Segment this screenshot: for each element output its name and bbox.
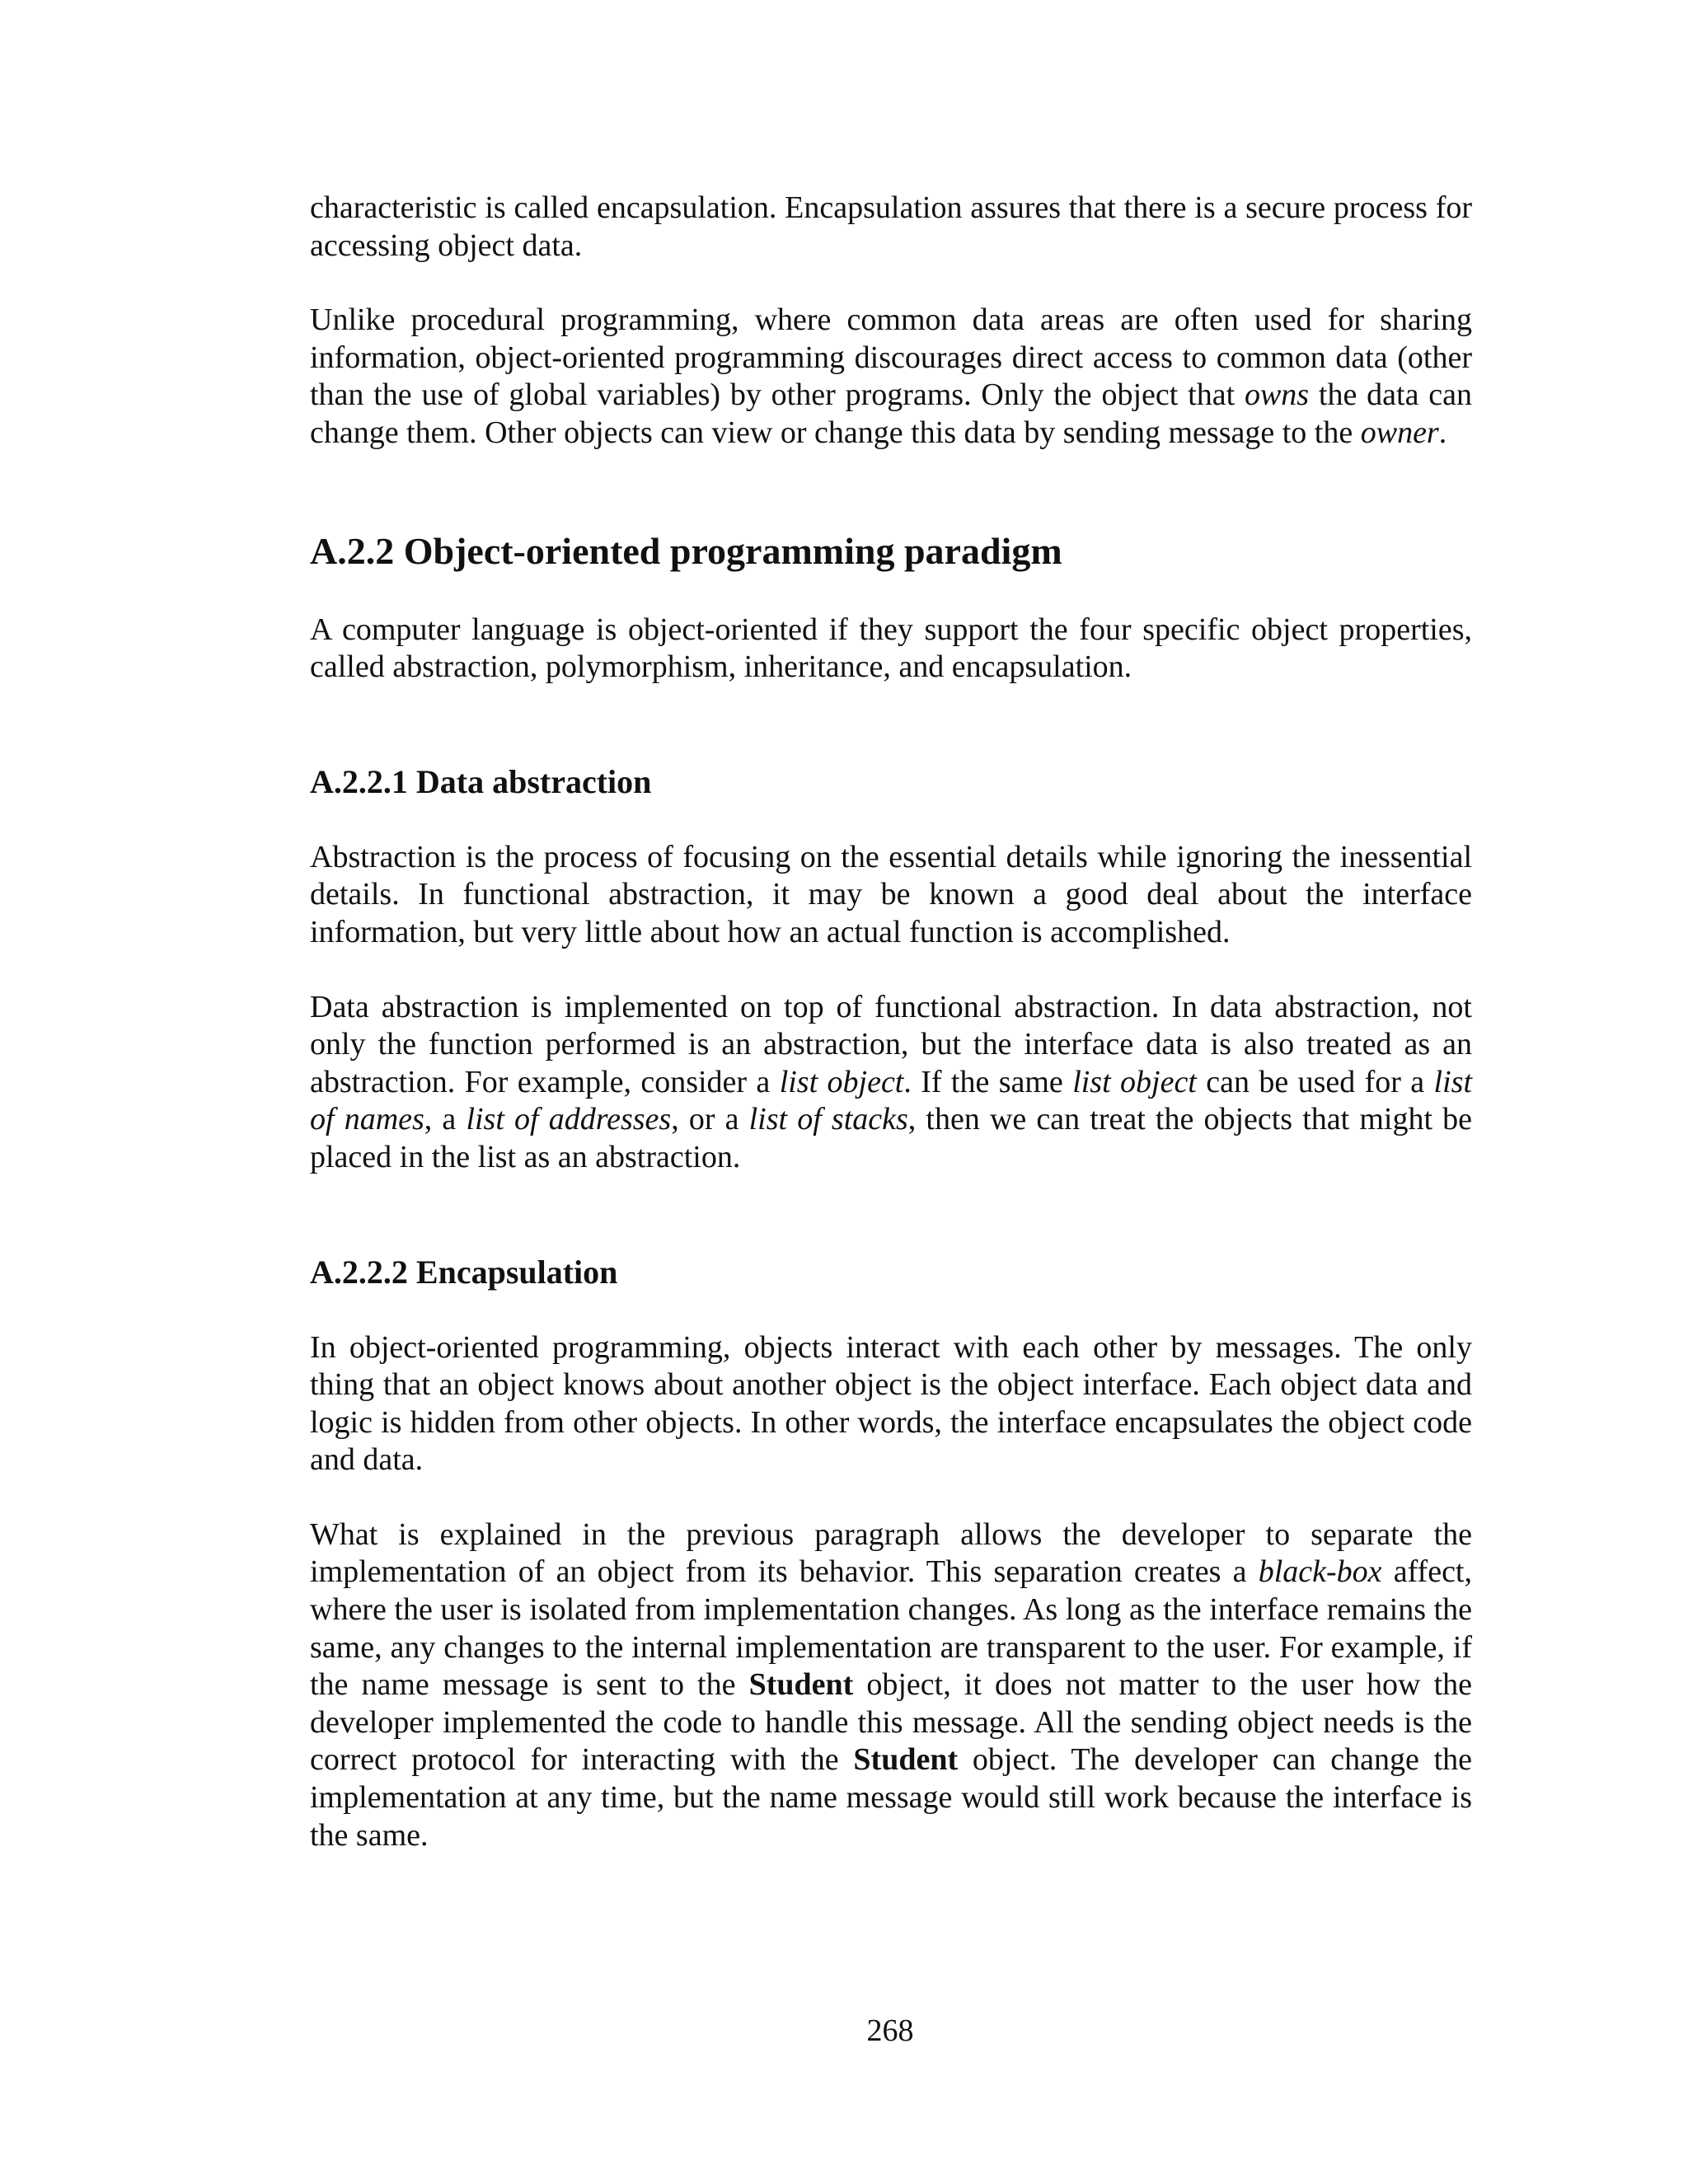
page-body [310,190,1472,1854]
bold-student: Student [853,1742,959,1778]
page-number: 268 [866,2013,914,2048]
paragraph-encapsulation-intro: characteristic is called encapsulation. Encapsulation assures that there is a secure process for accessing object data. [310,190,1472,263]
heading-oop-paradigm: A.2.2 Object-oriented programming paradigm [310,529,1062,572]
emphasis-list-of-names: list of names [310,1064,1473,1137]
emphasis-list-of-stacks: list of stacks [748,1102,908,1137]
paragraph-black-box: What is explained in the previous paragraph allows the developer to separate the implementation of an object from its behavior. This separation creates a black-box affect, where the user is isolated from implementation changes. As long as the interface remains the same, any changes to the internal implementation are transparent to the user. For example, if the name message is sent to the Student object, it does not matter to the user how the developer implemented the code to handle this message. All the sending object needs is the correct protocol for interacting with the Student object. The developer can change the implementation at any time, but the name message would still work because the interface is the same. [310,1516,1472,1853]
emphasis-owns: owns [1244,377,1310,413]
emphasis-list-object: list object [1072,1064,1197,1099]
paragraph-encapsulation-messages: In object-oriented programming, objects interact with each other by messages. The only thing that an object knows about another object is the object interface. Each object data and logic is hidden from other objects. In other words, the interface encapsulates the object code and data. [310,1329,1472,1478]
heading-data-abstraction: A.2.2.1 Data abstraction [310,762,652,800]
emphasis-black-box: black-box [1258,1554,1382,1590]
paragraph-data-abstraction: Data abstraction is implemented on top of functional abstraction. In data abstraction, not only the function performed is an abstraction, but the interface data is also treated as an abstraction. For example, consider a list object. If the same list object can be used for a list of names, a list of addresses, or a list of stacks, then we can treat the objects that might be placed in the list as an abstraction. [310,989,1473,1174]
heading-encapsulation: A.2.2.2 Encapsulation [310,1253,618,1291]
emphasis-list-object: list object [779,1064,904,1099]
paragraph-oop-properties: A computer language is object-oriented if they support the four specific object properties, called abstraction, polymorphism, inheritance, and encapsulation. [310,612,1472,685]
paragraph-abstraction-definition: Abstraction is the process of focusing on the essential details while ignoring the inessential details. In functional abstraction, it may be known a good deal about the interface information, but very little about how an actual function is accomplished. [310,839,1472,949]
emphasis-list-of-addresses: list of addresses [466,1102,672,1137]
emphasis-owner: owner [1360,415,1439,450]
bold-student: Student [748,1667,854,1703]
paragraph-procedural-comparison: Unlike procedural programming, where common data areas are often used for sharing information, object-oriented programming discourages direct access to common data (other than the use of global variables) by other programs. Only the object that owns the data can change them. Other objects can view or change this data by sending message to the owner. [310,302,1472,450]
